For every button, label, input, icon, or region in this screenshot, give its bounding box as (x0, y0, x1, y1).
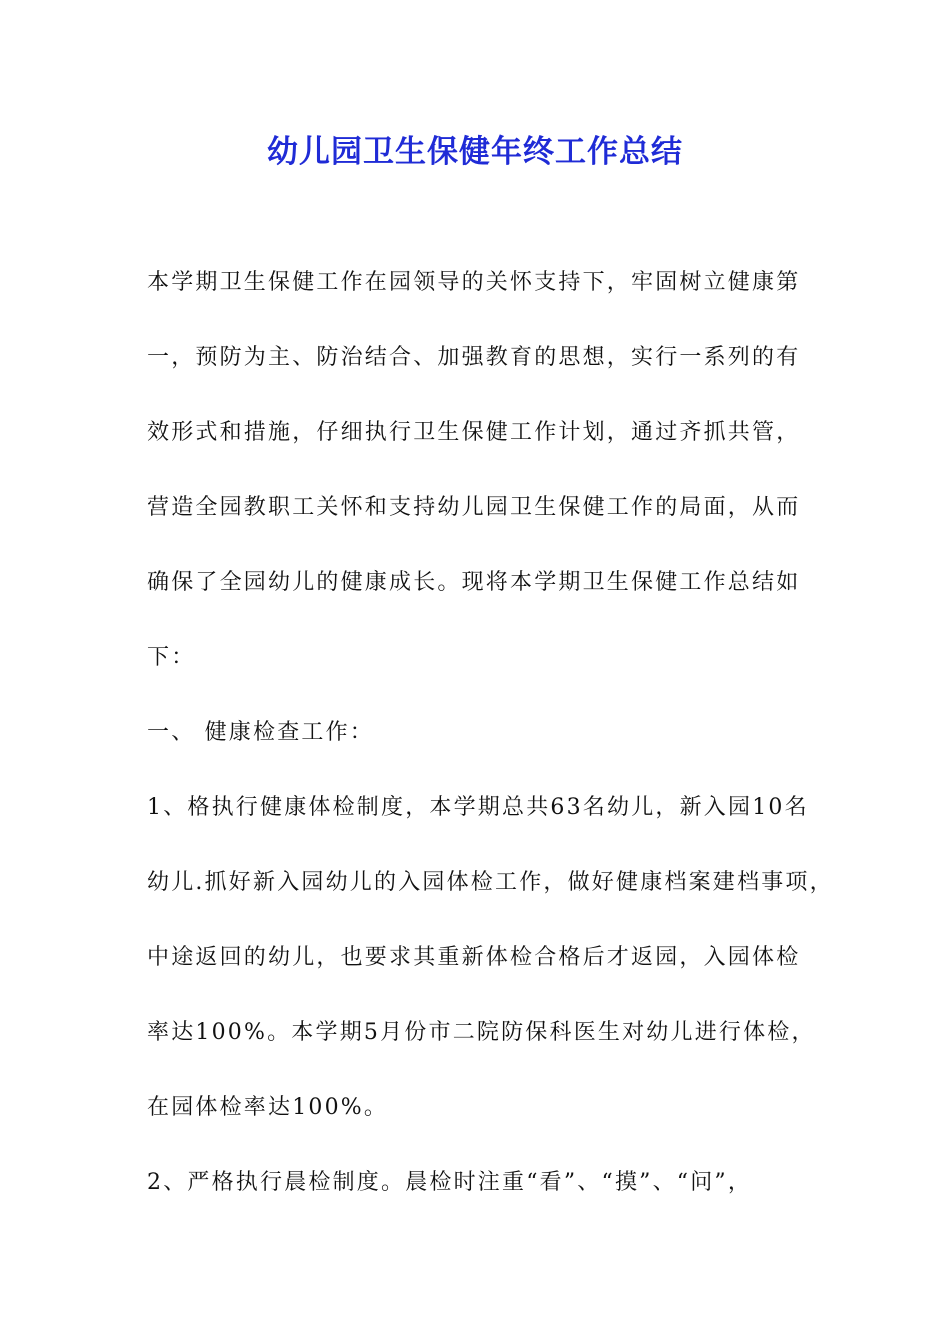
body-line: 本学期卫生保健工作在园领导的关怀支持下，牢固树立健康第 (147, 270, 801, 295)
section-heading: 一、 健康检查工作： (147, 720, 374, 745)
body-line: 2、严格执行晨检制度。晨检时注重“看”、“摸”、“问”， (147, 1170, 753, 1195)
body-line: 率达100%。本学期5月份市二院防保科医生对幼儿进行体检， (147, 1020, 816, 1045)
body-line: 1、格执行健康体检制度，本学期总共63名幼儿，新入园10名 (147, 795, 809, 820)
body-line: 营造全园教职工关怀和支持幼儿园卫生保健工作的局面，从而 (147, 495, 801, 520)
body-line: 一，预防为主、防治结合、加强教育的思想，实行一系列的有 (147, 345, 801, 370)
body-line: 中途返回的幼儿，也要求其重新体检合格后才返园，入园体检 (147, 945, 801, 970)
document-title: 幼儿园卫生保健年终工作总结 (267, 134, 683, 170)
body-line: 下： (147, 645, 196, 670)
body-line: 效形式和措施，仔细执行卫生保健工作计划，通过齐抓共管， (147, 420, 801, 445)
body-line: 在园体检率达100%。 (147, 1095, 389, 1120)
body-line: 幼儿.抓好新入园幼儿的入园体检工作，做好健康档案建档事项， (147, 870, 834, 895)
body-line: 确保了全园幼儿的健康成长。现将本学期卫生保健工作总结如 (147, 570, 801, 595)
